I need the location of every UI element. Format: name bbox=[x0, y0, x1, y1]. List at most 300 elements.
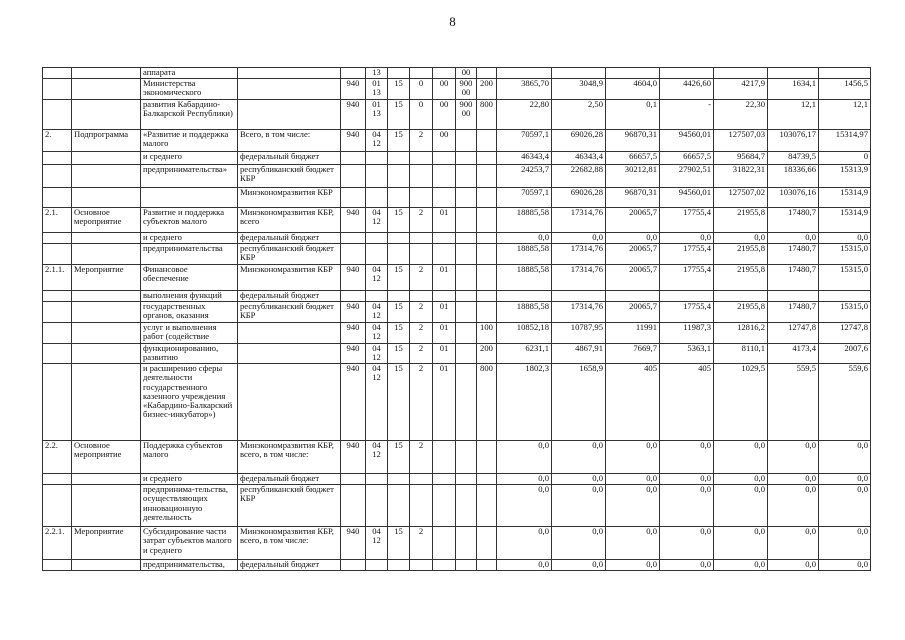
name-cell bbox=[141, 188, 238, 208]
value-cell: 21955,8 bbox=[714, 208, 768, 233]
table-row bbox=[43, 233, 871, 244]
name-cell: «Развитие и поддержка малого bbox=[141, 130, 238, 152]
value-cell: 0,0 bbox=[606, 441, 660, 474]
value-cell: 94560,01 bbox=[660, 130, 714, 152]
cs2-cell bbox=[410, 68, 433, 79]
num-cell bbox=[43, 79, 72, 100]
value-cell: 0,0 bbox=[768, 560, 819, 571]
value-cell: 0,0 bbox=[819, 527, 871, 560]
vr-cell bbox=[477, 302, 497, 323]
rz-cell: 04 12 bbox=[366, 302, 388, 323]
value-cell: 17314,76 bbox=[552, 265, 606, 291]
value-cell: 17314,76 bbox=[552, 302, 606, 323]
value-cell: 0,0 bbox=[552, 233, 606, 244]
type-cell bbox=[72, 485, 141, 527]
cs3-cell: 01 bbox=[433, 364, 456, 441]
cs-cell: 15 bbox=[388, 100, 410, 130]
cs2-cell: 2 bbox=[410, 364, 433, 441]
cs3-cell: 01 bbox=[433, 265, 456, 291]
num-cell bbox=[43, 152, 72, 165]
vr-cell bbox=[477, 265, 497, 291]
cs4-cell bbox=[456, 165, 477, 188]
source-cell: Всего, в том числе: bbox=[238, 130, 341, 152]
name-cell: Развитие и поддержка субъектов малого bbox=[141, 208, 238, 233]
cs-cell bbox=[388, 68, 410, 79]
source-cell: республиканский бюджет КБР bbox=[238, 302, 341, 323]
value-cell: 0,0 bbox=[497, 560, 552, 571]
num-cell bbox=[43, 244, 72, 265]
source-cell bbox=[238, 344, 341, 364]
vr-cell bbox=[477, 244, 497, 265]
grbs-cell: 940 bbox=[341, 79, 366, 100]
cs4-cell bbox=[456, 188, 477, 208]
cs4-cell bbox=[456, 265, 477, 291]
value-cell: 12816,2 bbox=[714, 323, 768, 344]
value-cell bbox=[660, 68, 714, 79]
rz-cell: 04 12 bbox=[366, 323, 388, 344]
grbs-cell bbox=[341, 485, 366, 527]
num-cell: 2.2.1. bbox=[43, 527, 72, 560]
table-row bbox=[43, 188, 871, 208]
value-cell: 0,0 bbox=[768, 485, 819, 527]
value-cell: 70597,1 bbox=[497, 188, 552, 208]
vr-cell bbox=[477, 208, 497, 233]
value-cell: 21955,8 bbox=[714, 244, 768, 265]
cs3-cell: 00 bbox=[433, 79, 456, 100]
cs3-cell bbox=[433, 188, 456, 208]
value-cell: 15313,9 bbox=[819, 165, 871, 188]
rz-cell bbox=[366, 188, 388, 208]
value-cell: 0,0 bbox=[819, 560, 871, 571]
value-cell: 4217,9 bbox=[714, 79, 768, 100]
type-cell bbox=[72, 560, 141, 571]
cs-cell bbox=[388, 560, 410, 571]
value-cell bbox=[714, 68, 768, 79]
value-cell: 15315,0 bbox=[819, 302, 871, 323]
name-cell: развития Кабардино-Балкарской Республики) bbox=[141, 100, 238, 130]
value-cell: 0,0 bbox=[552, 485, 606, 527]
source-cell bbox=[238, 100, 341, 130]
value-cell: 66657,5 bbox=[660, 152, 714, 165]
value-cell: 0,0 bbox=[714, 233, 768, 244]
value-cell: 8110,1 bbox=[714, 344, 768, 364]
value-cell: 17755,4 bbox=[660, 208, 714, 233]
value-cell: 0,0 bbox=[552, 441, 606, 474]
grbs-cell: 940 bbox=[341, 527, 366, 560]
value-cell: 1456,5 bbox=[819, 79, 871, 100]
num-cell bbox=[43, 474, 72, 485]
source-cell: республиканский бюджет КБР bbox=[238, 485, 341, 527]
value-cell: 18885,58 bbox=[497, 302, 552, 323]
source-cell: Минэкономразвития КБР, всего bbox=[238, 208, 341, 233]
value-cell: 20065,7 bbox=[606, 302, 660, 323]
value-cell: 0,1 bbox=[606, 100, 660, 130]
cs4-cell bbox=[456, 233, 477, 244]
cs4-cell: 900 00 bbox=[456, 79, 477, 100]
value-cell: 12,1 bbox=[819, 100, 871, 130]
name-cell: услуг и выполнения работ (содействие bbox=[141, 323, 238, 344]
type-cell bbox=[72, 233, 141, 244]
value-cell: 0,0 bbox=[552, 527, 606, 560]
grbs-cell: 940 bbox=[341, 344, 366, 364]
cs2-cell bbox=[410, 560, 433, 571]
cs-cell: 15 bbox=[388, 344, 410, 364]
value-cell: 18885,58 bbox=[497, 265, 552, 291]
budget-table bbox=[42, 67, 871, 571]
value-cell: 0,0 bbox=[660, 233, 714, 244]
num-cell bbox=[43, 165, 72, 188]
value-cell bbox=[714, 291, 768, 302]
vr-cell bbox=[477, 474, 497, 485]
name-cell: и расширению сферы деятельности государственного казенного учреждения «Кабардино-Балкарский бизнес-инкубатор») bbox=[141, 364, 238, 441]
value-cell: 0,0 bbox=[819, 485, 871, 527]
type-cell bbox=[72, 100, 141, 130]
value-cell: 12,1 bbox=[768, 100, 819, 130]
rz-cell: 04 12 bbox=[366, 265, 388, 291]
value-cell bbox=[497, 291, 552, 302]
cs-cell: 15 bbox=[388, 130, 410, 152]
value-cell: 2007,6 bbox=[819, 344, 871, 364]
grbs-cell: 940 bbox=[341, 130, 366, 152]
cs2-cell: 2 bbox=[410, 208, 433, 233]
table-row bbox=[43, 152, 871, 165]
cs-cell bbox=[388, 233, 410, 244]
grbs-cell: 940 bbox=[341, 302, 366, 323]
value-cell: 1029,5 bbox=[714, 364, 768, 441]
cs-cell bbox=[388, 152, 410, 165]
vr-cell: 200 bbox=[477, 344, 497, 364]
num-cell: 2.1. bbox=[43, 208, 72, 233]
value-cell: 15314,9 bbox=[819, 188, 871, 208]
value-cell: 0,0 bbox=[660, 474, 714, 485]
name-cell: Финансовое обеспечение bbox=[141, 265, 238, 291]
page-number: 8 bbox=[449, 14, 456, 29]
cs2-cell bbox=[410, 165, 433, 188]
type-cell bbox=[72, 364, 141, 441]
cs3-cell bbox=[433, 68, 456, 79]
value-cell: 4426,60 bbox=[660, 79, 714, 100]
type-cell: Основное мероприятие bbox=[72, 208, 141, 233]
cs4-cell bbox=[456, 302, 477, 323]
value-cell: 69026,28 bbox=[552, 130, 606, 152]
name-cell: аппарата bbox=[141, 68, 238, 79]
value-cell: 0,0 bbox=[497, 233, 552, 244]
vr-cell bbox=[477, 485, 497, 527]
value-cell: 12747,8 bbox=[819, 323, 871, 344]
value-cell: 0,0 bbox=[606, 527, 660, 560]
rz-cell: 04 12 bbox=[366, 208, 388, 233]
value-cell: 0,0 bbox=[660, 527, 714, 560]
value-cell: 0,0 bbox=[714, 474, 768, 485]
value-cell: 1658,9 bbox=[552, 364, 606, 441]
table-row bbox=[43, 560, 871, 571]
value-cell: 18336,66 bbox=[768, 165, 819, 188]
cs3-cell bbox=[433, 474, 456, 485]
value-cell: 12747,8 bbox=[768, 323, 819, 344]
source-cell: республиканский бюджет КБР bbox=[238, 244, 341, 265]
cs3-cell: 01 bbox=[433, 208, 456, 233]
value-cell: 24253,7 bbox=[497, 165, 552, 188]
cs2-cell: 2 bbox=[410, 441, 433, 474]
num-cell bbox=[43, 68, 72, 79]
cs4-cell bbox=[456, 244, 477, 265]
type-cell bbox=[72, 344, 141, 364]
cs-cell bbox=[388, 291, 410, 302]
name-cell: выполнения функций bbox=[141, 291, 238, 302]
cs2-cell: 0 bbox=[410, 100, 433, 130]
rz-cell: 04 12 bbox=[366, 344, 388, 364]
rz-cell bbox=[366, 474, 388, 485]
value-cell: 4173,4 bbox=[768, 344, 819, 364]
vr-cell: 200 bbox=[477, 79, 497, 100]
cs-cell bbox=[388, 485, 410, 527]
value-cell: 17755,4 bbox=[660, 244, 714, 265]
type-cell bbox=[72, 302, 141, 323]
cs3-cell bbox=[433, 527, 456, 560]
vr-cell bbox=[477, 152, 497, 165]
cs-cell: 15 bbox=[388, 265, 410, 291]
source-cell bbox=[238, 68, 341, 79]
table-row bbox=[43, 244, 871, 265]
cs4-cell bbox=[456, 130, 477, 152]
grbs-cell: 940 bbox=[341, 100, 366, 130]
value-cell: 0,0 bbox=[660, 560, 714, 571]
cs3-cell bbox=[433, 291, 456, 302]
value-cell: 15314,97 bbox=[819, 130, 871, 152]
source-cell: федеральный бюджет bbox=[238, 291, 341, 302]
value-cell: 3865,70 bbox=[497, 79, 552, 100]
name-cell: Субсидирование части затрат субъектов малого и среднего bbox=[141, 527, 238, 560]
value-cell bbox=[660, 291, 714, 302]
cs2-cell bbox=[410, 244, 433, 265]
value-cell: 1802,3 bbox=[497, 364, 552, 441]
value-cell: 3048,9 bbox=[552, 79, 606, 100]
vr-cell bbox=[477, 165, 497, 188]
value-cell: 22,30 bbox=[714, 100, 768, 130]
value-cell bbox=[819, 291, 871, 302]
value-cell: 20065,7 bbox=[606, 265, 660, 291]
name-cell: функционированию, развитию bbox=[141, 344, 238, 364]
value-cell: 0,0 bbox=[606, 485, 660, 527]
cs2-cell: 2 bbox=[410, 323, 433, 344]
type-cell bbox=[72, 474, 141, 485]
value-cell: 96870,31 bbox=[606, 188, 660, 208]
vr-cell: 100 bbox=[477, 323, 497, 344]
value-cell: 4604,0 bbox=[606, 79, 660, 100]
value-cell: 1634,1 bbox=[768, 79, 819, 100]
num-cell bbox=[43, 485, 72, 527]
vr-cell bbox=[477, 68, 497, 79]
cs-cell: 15 bbox=[388, 441, 410, 474]
num-cell bbox=[43, 344, 72, 364]
num-cell bbox=[43, 188, 72, 208]
source-cell: федеральный бюджет bbox=[238, 233, 341, 244]
value-cell: 11987,3 bbox=[660, 323, 714, 344]
value-cell bbox=[768, 68, 819, 79]
value-cell: 405 bbox=[660, 364, 714, 441]
value-cell: 127507,03 bbox=[714, 130, 768, 152]
value-cell: 17314,76 bbox=[552, 208, 606, 233]
cs4-cell bbox=[456, 474, 477, 485]
cs-cell: 15 bbox=[388, 527, 410, 560]
cs4-cell: 900 00 bbox=[456, 100, 477, 130]
source-cell bbox=[238, 323, 341, 344]
num-cell: 2. bbox=[43, 130, 72, 152]
grbs-cell bbox=[341, 291, 366, 302]
value-cell: 0,0 bbox=[552, 560, 606, 571]
grbs-cell bbox=[341, 474, 366, 485]
cs4-cell bbox=[456, 152, 477, 165]
source-cell: Минэкономразвития КБР, всего, в том числе: bbox=[238, 441, 341, 474]
value-cell: 17480,7 bbox=[768, 208, 819, 233]
type-cell bbox=[72, 68, 141, 79]
name-cell: и среднего bbox=[141, 152, 238, 165]
table-row bbox=[43, 265, 871, 291]
vr-cell bbox=[477, 527, 497, 560]
table-row bbox=[43, 441, 871, 474]
cs4-cell bbox=[456, 208, 477, 233]
value-cell: 0,0 bbox=[714, 485, 768, 527]
cs3-cell bbox=[433, 485, 456, 527]
name-cell: предпринимательства, bbox=[141, 560, 238, 571]
cs3-cell: 01 bbox=[433, 323, 456, 344]
value-cell bbox=[552, 291, 606, 302]
type-cell bbox=[72, 244, 141, 265]
grbs-cell: 940 bbox=[341, 364, 366, 441]
grbs-cell bbox=[341, 244, 366, 265]
value-cell: 17480,7 bbox=[768, 244, 819, 265]
value-cell: 20065,7 bbox=[606, 208, 660, 233]
value-cell bbox=[552, 68, 606, 79]
rz-cell bbox=[366, 244, 388, 265]
value-cell: 4867,91 bbox=[552, 344, 606, 364]
value-cell: 0,0 bbox=[768, 233, 819, 244]
num-cell bbox=[43, 100, 72, 130]
vr-cell bbox=[477, 130, 497, 152]
table-row bbox=[43, 344, 871, 364]
cs2-cell bbox=[410, 152, 433, 165]
source-cell bbox=[238, 79, 341, 100]
grbs-cell bbox=[341, 165, 366, 188]
vr-cell bbox=[477, 441, 497, 474]
value-cell: 0,0 bbox=[497, 441, 552, 474]
cs2-cell: 2 bbox=[410, 265, 433, 291]
value-cell: 0,0 bbox=[714, 527, 768, 560]
value-cell: 103076,17 bbox=[768, 130, 819, 152]
table-row bbox=[43, 474, 871, 485]
cs2-cell: 2 bbox=[410, 527, 433, 560]
num-cell bbox=[43, 364, 72, 441]
value-cell: 0,0 bbox=[660, 441, 714, 474]
cs2-cell bbox=[410, 291, 433, 302]
type-cell bbox=[72, 291, 141, 302]
type-cell bbox=[72, 152, 141, 165]
value-cell: 0,0 bbox=[768, 441, 819, 474]
cs3-cell: 01 bbox=[433, 302, 456, 323]
type-cell: Основное мероприятие bbox=[72, 441, 141, 474]
cs2-cell: 0 bbox=[410, 79, 433, 100]
name-cell: и среднего bbox=[141, 233, 238, 244]
grbs-cell: 940 bbox=[341, 208, 366, 233]
num-cell bbox=[43, 323, 72, 344]
cs4-cell bbox=[456, 344, 477, 364]
name-cell: и среднего bbox=[141, 474, 238, 485]
value-cell: 0,0 bbox=[606, 233, 660, 244]
num-cell bbox=[43, 560, 72, 571]
value-cell: 0,0 bbox=[606, 474, 660, 485]
vr-cell bbox=[477, 188, 497, 208]
name-cell: Поддержка субъектов малого bbox=[141, 441, 238, 474]
vr-cell bbox=[477, 560, 497, 571]
cs2-cell: 2 bbox=[410, 344, 433, 364]
value-cell: 69026,28 bbox=[552, 188, 606, 208]
value-cell bbox=[606, 68, 660, 79]
table-row bbox=[43, 323, 871, 344]
rz-cell bbox=[366, 291, 388, 302]
source-cell: республиканский бюджет КБР bbox=[238, 165, 341, 188]
grbs-cell bbox=[341, 152, 366, 165]
vr-cell bbox=[477, 291, 497, 302]
value-cell: 30212,81 bbox=[606, 165, 660, 188]
source-cell: Минэкономразвития КБР, всего, в том числе: bbox=[238, 527, 341, 560]
value-cell: 0,0 bbox=[497, 474, 552, 485]
grbs-cell bbox=[341, 233, 366, 244]
value-cell: 7669,7 bbox=[606, 344, 660, 364]
value-cell: 31822,31 bbox=[714, 165, 768, 188]
value-cell bbox=[819, 68, 871, 79]
num-cell: 2.1.1. bbox=[43, 265, 72, 291]
cs4-cell bbox=[456, 323, 477, 344]
value-cell: 0,0 bbox=[660, 485, 714, 527]
name-cell: предпринимательства» bbox=[141, 165, 238, 188]
table-row bbox=[43, 68, 871, 79]
value-cell: 84739,5 bbox=[768, 152, 819, 165]
rz-cell bbox=[366, 485, 388, 527]
cs2-cell bbox=[410, 188, 433, 208]
value-cell: 0,0 bbox=[714, 560, 768, 571]
value-cell: 0,0 bbox=[819, 474, 871, 485]
value-cell: 0,0 bbox=[819, 233, 871, 244]
cs-cell: 15 bbox=[388, 364, 410, 441]
value-cell: 94560,01 bbox=[660, 188, 714, 208]
cs2-cell: 2 bbox=[410, 302, 433, 323]
cs-cell: 15 bbox=[388, 208, 410, 233]
cs3-cell bbox=[433, 441, 456, 474]
cs3-cell bbox=[433, 165, 456, 188]
value-cell: 559,6 bbox=[819, 364, 871, 441]
value-cell: 70597,1 bbox=[497, 130, 552, 152]
source-cell bbox=[238, 364, 341, 441]
table-row bbox=[43, 527, 871, 560]
type-cell bbox=[72, 165, 141, 188]
rz-cell bbox=[366, 233, 388, 244]
value-cell bbox=[497, 68, 552, 79]
num-cell: 2.2. bbox=[43, 441, 72, 474]
grbs-cell: 940 bbox=[341, 323, 366, 344]
value-cell: 95684,7 bbox=[714, 152, 768, 165]
cs3-cell bbox=[433, 233, 456, 244]
value-cell: 2,50 bbox=[552, 100, 606, 130]
grbs-cell bbox=[341, 560, 366, 571]
rz-cell: 04 12 bbox=[366, 527, 388, 560]
value-cell: 11991 bbox=[606, 323, 660, 344]
table-body bbox=[43, 68, 871, 571]
source-cell: федеральный бюджет bbox=[238, 560, 341, 571]
cs-cell: 15 bbox=[388, 79, 410, 100]
value-cell: 17480,7 bbox=[768, 265, 819, 291]
rz-cell: 04 12 bbox=[366, 364, 388, 441]
cs3-cell bbox=[433, 244, 456, 265]
